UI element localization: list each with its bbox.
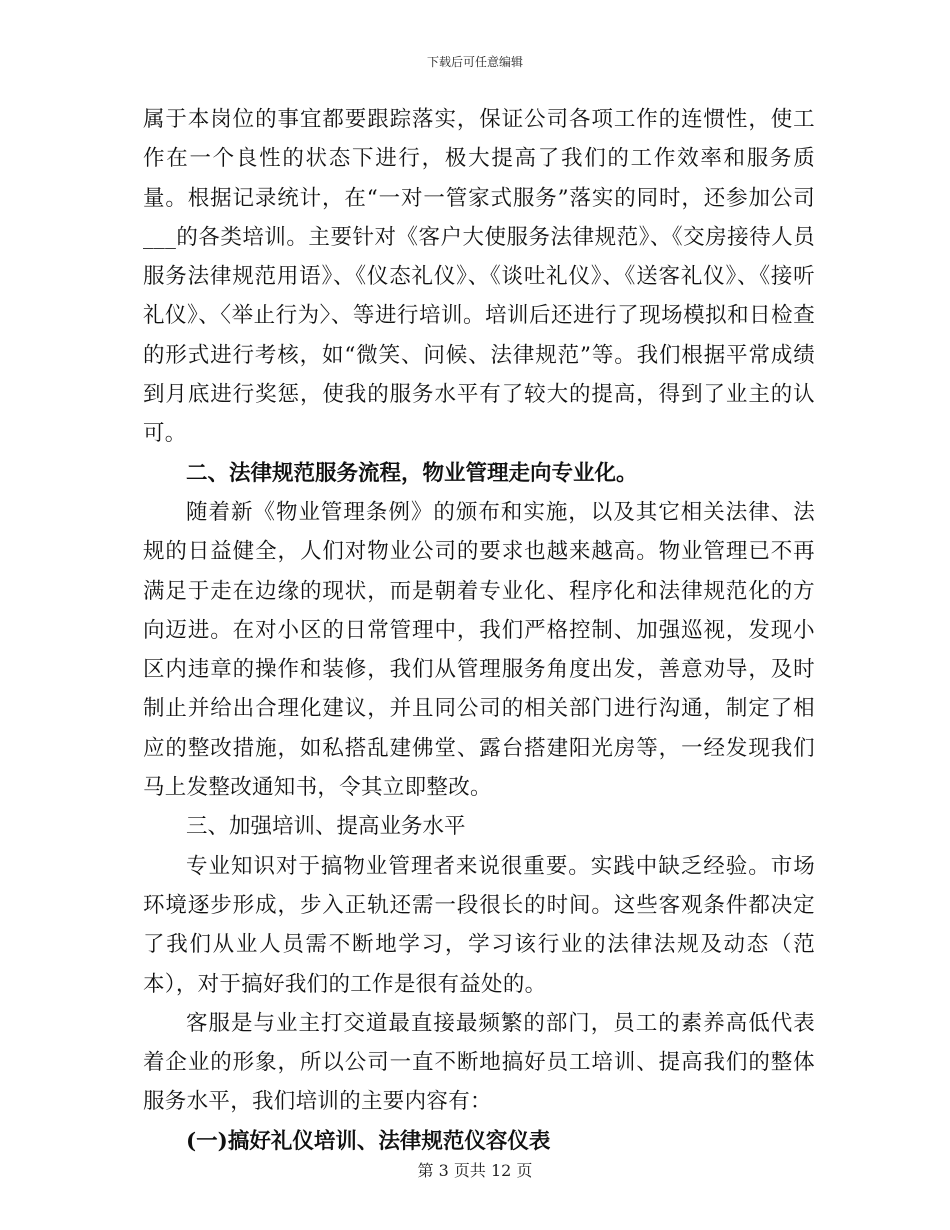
- paragraph-service-training: 属于本岗位的事宜都要跟踪落实，保证公司各项工作的连惯性，使工作在一个良性的状态下进行，极大提高了我们的工作效率和服务质量。根据记录统计，在“一对一管家式服务”落实的同时，还参加公司___的各类培训。主要针对《客户大使服务法律规范》、《交房接待人员服务法律规范用语》、《仪态礼仪》、《谈吐礼仪》、《送客礼仪》、《接听礼仪》、〈举止行为〉、等进行培训。培训后还进行了现场模拟和日检查的形式进行考核，如“微笑、问候、法律规范”等。我们根据平常成绩到月底进行奖惩，使我的服务水平有了较大的提高，得到了业主的认可。: [143, 107, 815, 447]
- subsection-heading-one: (一)搞好礼仪培训、法律规范仪容仪表: [186, 1128, 551, 1154]
- paragraph-customer-service: 客服是与业主打交道最直接最频繁的部门，员工的素养高低代表着企业的形象，所以公司一直不断地搞好员工培训、提高我们的整体服务水平，我们培训的主要内容有：: [143, 1010, 815, 1115]
- section-heading-three: 三、加强培训、提高业务水平: [186, 814, 466, 840]
- page-header: 下载后可任意编辑: [426, 55, 523, 69]
- document-body: [143, 100, 815, 1161]
- paragraph-professional-knowledge: 专业知识对于搞物业管理者来说很重要。实践中缺乏经验。市场环境逐步形成，步入正轨还需一段很长的时间。这些客观条件都决定了我们从业人员需不断地学习，学习该行业的法律法规及动态（范本），对于搞好我们的工作是很有益处的。: [143, 853, 815, 997]
- section-heading-two: 二、法律规范服务流程，物业管理走向专业化。: [186, 460, 638, 486]
- page-number-footer: 第 3 页共 12 页: [417, 1161, 533, 1180]
- paragraph-professional-management: 随着新《物业管理条例》的颁布和实施，以及其它相关法律、法规的日益健全，人们对物业公司的要求也越来越高。物业管理已不再满足于走在边缘的现状，而是朝着专业化、程序化和法律规范化的方向迈进。在对小区的日常管理中，我们严格控制、加强巡视，发现小区内违章的操作和装修，我们从管理服务角度出发，善意劝导，及时制止并给出合理化建议，并且同公司的相关部门进行沟通，制定了相应的整改措施，如私搭乱建佛堂、露台搭建阳光房等，一经发现我们马上发整改通知书，令其立即整改。: [143, 499, 815, 801]
